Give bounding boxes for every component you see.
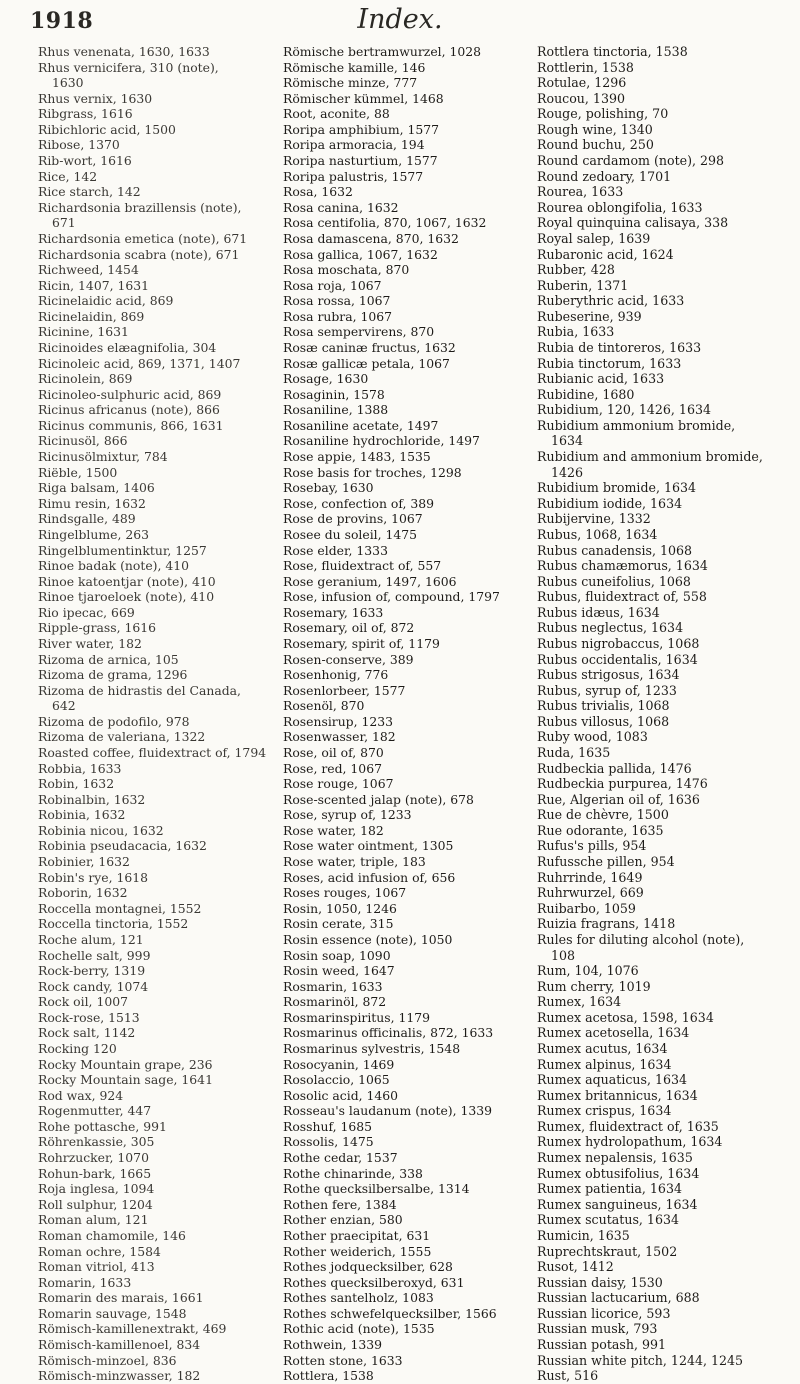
index-entry: 1630 <box>52 75 84 91</box>
index-entry: Riëble, 1500 <box>38 464 118 480</box>
index-entry: Rubianic acid, 1633 <box>537 371 665 387</box>
index-entry: Ripple-grass, 1616 <box>38 620 157 636</box>
index-entry: Rubeserine, 939 <box>537 308 642 324</box>
index-entry: Ruby wood, 1083 <box>537 729 648 745</box>
index-entry: Rubus, fluidextract of, 558 <box>537 589 707 605</box>
index-entry: Römische bertramwurzel, 1028 <box>283 44 482 59</box>
index-entry: Rose elder, 1333 <box>283 542 388 558</box>
index-entry: Rubus canadensis, 1068 <box>537 542 693 558</box>
index-entry: Rinoe badak (note), 410 <box>38 558 190 574</box>
index-entry: Rumex scutatus, 1634 <box>537 1212 679 1228</box>
index-entry: Rubidium iodide, 1634 <box>537 495 683 511</box>
index-entry: Robin, 1632 <box>38 776 115 792</box>
index-entry: Rizoma de podofilo, 978 <box>38 713 190 729</box>
index-entry: River water, 182 <box>38 635 142 651</box>
index-entry: Ribose, 1370 <box>38 137 120 153</box>
index-entry: Ricinusölmixtur, 784 <box>38 449 168 465</box>
index-entry: Roses, acid infusion of, 656 <box>283 869 456 885</box>
index-entry: Roche alum, 121 <box>38 931 144 947</box>
index-entry: Rough wine, 1340 <box>537 121 653 137</box>
index-entry: Rosæ gallicæ petala, 1067 <box>283 355 450 371</box>
index-entry: Rourea, 1633 <box>537 184 624 200</box>
index-entry: Rose rouge, 1067 <box>283 776 394 792</box>
index-entry: Rosenwasser, 182 <box>283 729 396 745</box>
index-entry: Royal salep, 1639 <box>537 230 651 246</box>
index-entry: Rizoma de arnica, 105 <box>38 651 179 667</box>
index-entry: Rohun-bark, 1665 <box>38 1165 152 1181</box>
index-entry: Rosmarinus officinalis, 872, 1633 <box>283 1025 494 1041</box>
index-entry: Ricinus communis, 866, 1631 <box>38 417 224 433</box>
index-entry: Round cardamom (note), 298 <box>537 153 725 169</box>
index-entry: Rumex patientia, 1634 <box>537 1181 682 1197</box>
index-entry: Rosmarinspiritus, 1179 <box>283 1009 431 1025</box>
index-entry: Ribgrass, 1616 <box>38 106 133 122</box>
index-entry: Ruberin, 1371 <box>537 277 629 293</box>
index-entry: Russian lactucarium, 688 <box>537 1290 700 1306</box>
index-entry: Rosa gallica, 1067, 1632 <box>283 246 438 262</box>
index-entry: Rumex sanguineus, 1634 <box>537 1196 698 1212</box>
index-entry: Rizoma de hidrastis del Canada, <box>38 682 241 698</box>
index-entry: 1634 <box>551 433 584 449</box>
index-entry: Rose water, triple, 183 <box>283 854 426 870</box>
index-entry: Rosaniline hydrochloride, 1497 <box>283 433 480 449</box>
index-entry: Röhrenkassie, 305 <box>38 1134 155 1150</box>
index-entry: Ruprechtskraut, 1502 <box>537 1243 678 1259</box>
index-entry: Root, aconite, 88 <box>283 106 390 122</box>
index-entry: Roripa palustris, 1577 <box>283 168 424 184</box>
index-entry: Round zedoary, 1701 <box>537 168 672 184</box>
index-entry: Rother weiderich, 1555 <box>283 1243 432 1259</box>
index-entry: Ringelblumentinktur, 1257 <box>38 542 207 558</box>
index-entry: Rottlerin, 1538 <box>537 59 634 75</box>
index-entry: Rosa sempervirens, 870 <box>283 324 435 340</box>
index-entry: Rochelle salt, 999 <box>38 947 151 963</box>
index-entry: Rubus, syrup of, 1233 <box>537 682 677 698</box>
index-entry: Rubidium bromide, 1634 <box>537 480 697 496</box>
index-entry: Rose, infusion of, compound, 1797 <box>283 589 500 605</box>
index-entry: Richardsonia emetica (note), 671 <box>38 230 248 246</box>
index-entry: Rouge, polishing, 70 <box>537 106 669 122</box>
index-entry: Rindsgalle, 489 <box>38 511 136 527</box>
index-entry: Rosa rubra, 1067 <box>283 308 393 324</box>
index-entry: Rubus occidentalis, 1634 <box>537 651 698 667</box>
index-entry: Robbia, 1633 <box>38 760 122 776</box>
index-entry: Rio ipecac, 669 <box>38 604 135 620</box>
index-entry: Roripa amphibium, 1577 <box>283 121 439 137</box>
index-entry: Roman chamomile, 146 <box>38 1227 186 1243</box>
index-entry: Robinia, 1632 <box>38 807 126 823</box>
index-entry: Roja inglesa, 1094 <box>38 1181 155 1197</box>
index-entry: Rizoma de valeriana, 1322 <box>38 729 206 745</box>
index-entry: Rosseau's laudanum (note), 1339 <box>283 1103 493 1119</box>
index-entry: Romarin sauvage, 1548 <box>38 1305 187 1321</box>
index-entry: Rose basis for troches, 1298 <box>283 464 462 480</box>
index-entry: Rubus strigosus, 1634 <box>537 667 680 683</box>
index-entry: Rosa roja, 1067 <box>283 277 382 293</box>
index-entry: Roccella montagnei, 1552 <box>38 900 202 916</box>
index-entry: Rubus nigrobaccus, 1068 <box>537 635 700 651</box>
index-entry: Rosmarinus sylvestris, 1548 <box>283 1041 461 1056</box>
index-entry: Rosaniline acetate, 1497 <box>283 417 439 433</box>
index-entry: Rumex nepalensis, 1635 <box>537 1150 693 1166</box>
index-entry: Rosolic acid, 1460 <box>283 1087 399 1103</box>
index-entry: Rosocyanin, 1469 <box>283 1056 395 1072</box>
index-entry: Richardsonia scabra (note), 671 <box>38 246 240 262</box>
index-entry: Rosage, 1630 <box>283 371 369 387</box>
index-entry: Rothe cedar, 1537 <box>283 1150 398 1166</box>
index-entry: Rosmarinöl, 872 <box>283 994 387 1010</box>
index-entry: Roripa nasturtium, 1577 <box>283 153 438 169</box>
index-entry: Rumex alpinus, 1634 <box>537 1056 672 1072</box>
index-column-1 <box>38 44 267 1384</box>
index-entry: Robinia nicou, 1632 <box>38 822 164 838</box>
index-entry: Ricinelaidic acid, 869 <box>38 293 174 309</box>
index-entry: Rose-scented jalap (note), 678 <box>283 791 474 807</box>
index-entry: 1426 <box>551 464 584 480</box>
index-entry: Riga balsam, 1406 <box>38 480 155 496</box>
index-entry: Rules for diluting alcohol (note), <box>537 931 745 947</box>
index-entry: Rose geranium, 1497, 1606 <box>283 573 457 589</box>
index-entry: Russian white pitch, 1244, 1245 <box>537 1352 744 1368</box>
index-entry: Rock-rose, 1513 <box>38 1009 140 1025</box>
index-entry: Rosin, 1050, 1246 <box>283 900 397 916</box>
index-entry: Rose, oil of, 870 <box>283 745 384 761</box>
index-entry: Rohe pottasche, 991 <box>38 1118 167 1134</box>
index-entry: Romarin, 1633 <box>38 1274 132 1290</box>
index-entry: Round buchu, 250 <box>537 137 654 153</box>
index-entry: Rubidium and ammonium bromide, <box>537 449 763 465</box>
index-entry: Rosen-conserve, 389 <box>283 651 414 667</box>
index-entry: Rothic acid (note), 1535 <box>283 1321 435 1337</box>
index-entry: Rock-berry, 1319 <box>38 963 146 979</box>
index-entry: Rosemary, spirit of, 1179 <box>283 635 440 651</box>
index-entry: Rubia de tintoreros, 1633 <box>537 339 702 355</box>
index-entry: Rosin weed, 1647 <box>283 963 395 979</box>
index-entry: Rosa rossa, 1067 <box>283 293 391 309</box>
index-entry: Rhus vernicifera, 310 (note), <box>38 59 219 75</box>
index-entry: Rumex acutus, 1634 <box>537 1041 668 1056</box>
index-entry: 671 <box>52 215 76 231</box>
index-entry: Rhus vernix, 1630 <box>38 90 153 106</box>
index-entry: Römische minze, 777 <box>283 75 418 91</box>
index-entry: Rogenmutter, 447 <box>38 1103 152 1119</box>
index-entry: 642 <box>52 698 76 714</box>
running-head-title: Index. <box>357 4 443 35</box>
index-column-2 <box>283 44 513 1384</box>
index-entry: Ruibarbo, 1059 <box>537 900 636 916</box>
index-entry: Rothes quecksilberoxyd, 631 <box>283 1274 465 1290</box>
index-entry: Rose, red, 1067 <box>283 760 382 776</box>
index-entry: Rinoe katoentjar (note), 410 <box>38 573 216 589</box>
index-entry: Russian licorice, 593 <box>537 1305 671 1321</box>
index-entry: Rumex crispus, 1634 <box>537 1103 672 1119</box>
index-entry: Rosenhonig, 776 <box>283 667 389 683</box>
index-entry: Russian daisy, 1530 <box>537 1274 663 1290</box>
index-entry: Rufus's pills, 954 <box>537 838 647 854</box>
index-entry: Rimu resin, 1632 <box>38 495 146 511</box>
index-entry: Rocking 120 <box>38 1041 117 1056</box>
index-entry: Roucou, 1390 <box>537 90 625 106</box>
index-entry: Rock salt, 1142 <box>38 1025 136 1041</box>
index-entry: Robinalbin, 1632 <box>38 791 146 807</box>
index-entry: Royal quinquina calisaya, 338 <box>537 215 729 231</box>
index-entry: Roman alum, 121 <box>38 1212 149 1228</box>
index-entry: Rosolaccio, 1065 <box>283 1072 390 1088</box>
index-entry: Rubidium ammonium bromide, <box>537 417 736 433</box>
page-header <box>0 0 800 40</box>
index-entry: Roll sulphur, 1204 <box>38 1196 153 1212</box>
index-entry: Rubijervine, 1332 <box>537 511 651 527</box>
index-entry: Ruda, 1635 <box>537 745 611 761</box>
index-entry: Rubber, 428 <box>537 262 615 278</box>
index-columns <box>0 44 800 1384</box>
index-entry: Rumex acetosa, 1598, 1634 <box>537 1009 714 1025</box>
index-entry: Rose, syrup of, 1233 <box>283 807 412 823</box>
index-entry: Rose water ointment, 1305 <box>283 838 454 854</box>
index-entry: Rosa, 1632 <box>283 184 353 200</box>
index-entry: Rose water, 182 <box>283 822 384 838</box>
index-entry: Rothen fere, 1384 <box>283 1196 397 1212</box>
index-entry: Rubus chamæmorus, 1634 <box>537 558 708 574</box>
index-entry: Rothwein, 1339 <box>283 1336 383 1352</box>
index-entry: Rue de chèvre, 1500 <box>537 807 669 823</box>
index-entry: Rock candy, 1074 <box>38 978 149 994</box>
index-entry: Robinier, 1632 <box>38 854 130 870</box>
index-entry: Rue, Algerian oil of, 1636 <box>537 791 700 807</box>
index-entry: Rothe chinarinde, 338 <box>283 1165 423 1181</box>
index-entry: Rose de provins, 1067 <box>283 511 423 527</box>
index-entry: Rubus idæus, 1634 <box>537 604 660 620</box>
page-number: 1918 <box>30 8 94 34</box>
index-entry: Ricin, 1407, 1631 <box>38 277 149 293</box>
index-entry: Roripa armoracia, 194 <box>283 137 425 153</box>
index-entry: Rosin soap, 1090 <box>283 947 391 963</box>
index-entry: Rum cherry, 1019 <box>537 978 651 994</box>
index-entry: Rothe quecksilbersalbe, 1314 <box>283 1181 470 1197</box>
index-entry: Rod wax, 924 <box>38 1087 124 1103</box>
index-entry: Römisch-kamillenoel, 834 <box>38 1336 201 1352</box>
index-entry: Rose, confection of, 389 <box>283 495 435 511</box>
index-entry: Rib-wort, 1616 <box>38 153 132 169</box>
index-entry: Rudbeckia purpurea, 1476 <box>537 776 708 792</box>
index-entry: Rothes schwefelquecksilber, 1566 <box>283 1305 497 1321</box>
index-entry: Rum, 104, 1076 <box>537 963 639 979</box>
index-entry: Rubidine, 1680 <box>537 386 635 402</box>
index-entry: Richardsonia brazillensis (note), <box>38 199 242 215</box>
index-entry: Ricinelaidin, 869 <box>38 308 145 324</box>
index-entry: Roccella tinctoria, 1552 <box>38 916 189 932</box>
index-entry: Robin's rye, 1618 <box>38 869 149 885</box>
index-entry: Rosa centifolia, 870, 1067, 1632 <box>283 215 487 231</box>
index-entry: Rice, 142 <box>38 168 98 184</box>
index-entry: Rohrzucker, 1070 <box>38 1150 149 1166</box>
index-entry: Rubus villosus, 1068 <box>537 713 670 729</box>
index-entry: Rocky Mountain grape, 236 <box>38 1056 213 1072</box>
index-entry: Römische kamille, 146 <box>283 59 426 75</box>
index-entry: Rumex acetosella, 1634 <box>537 1025 690 1041</box>
index-entry: Rock oil, 1007 <box>38 994 128 1010</box>
index-entry: Rusot, 1412 <box>537 1259 614 1275</box>
index-entry: Ruhrrinde, 1649 <box>537 869 643 885</box>
index-entry: Robinia pseudacacia, 1632 <box>38 838 207 854</box>
index-entry: Rotulae, 1296 <box>537 75 627 91</box>
index-entry: Rubidium, 120, 1426, 1634 <box>537 402 711 418</box>
index-entry: Rumex obtusifolius, 1634 <box>537 1165 700 1181</box>
index-entry: Römisch-kamillenextrakt, 469 <box>38 1321 227 1337</box>
index-entry: Ricinoides elæagnifolia, 304 <box>38 339 217 355</box>
index-entry: Rourea oblongifolia, 1633 <box>537 199 703 215</box>
index-entry: Rosemary, oil of, 872 <box>283 620 415 636</box>
index-entry: Rosebay, 1630 <box>283 480 374 496</box>
index-entry: Rumex hydrolopathum, 1634 <box>537 1134 723 1150</box>
index-entry: Rufussche pillen, 954 <box>537 854 675 870</box>
index-entry: Roasted coffee, fluidextract of, 1794 <box>38 745 267 761</box>
index-entry: Rubus neglectus, 1634 <box>537 620 684 636</box>
index-entry: Rosa canina, 1632 <box>283 199 399 215</box>
index-entry: Rottlera, 1538 <box>283 1368 374 1384</box>
index-entry: Rosenöl, 870 <box>283 698 365 714</box>
index-entry: Rossolis, 1475 <box>283 1134 374 1150</box>
index-entry: Rubia tinctorum, 1633 <box>537 355 682 371</box>
index-entry: Rubus cuneifolius, 1068 <box>537 573 691 589</box>
index-entry: Rumex britannicus, 1634 <box>537 1087 698 1103</box>
index-entry: Rose, fluidextract of, 557 <box>283 558 442 574</box>
index-entry: Rumex, 1634 <box>537 994 622 1010</box>
index-entry: Rubus trivialis, 1068 <box>537 698 670 714</box>
index-entry: Rosemary, 1633 <box>283 604 384 620</box>
index-entry: Rhus venenata, 1630, 1633 <box>38 44 210 59</box>
index-entry: Rocky Mountain sage, 1641 <box>38 1072 213 1088</box>
index-entry: Ricinoleo-sulphuric acid, 869 <box>38 386 222 402</box>
index-entry: Rother praecipitat, 631 <box>283 1227 431 1243</box>
index-entry: Römischer kümmel, 1468 <box>283 90 444 106</box>
index-entry: Rosmarin, 1633 <box>283 978 383 994</box>
index-entry: Ringelblume, 263 <box>38 526 149 542</box>
index-entry: Ricinolein, 869 <box>38 371 133 387</box>
index-entry: Rubia, 1633 <box>537 324 615 340</box>
index-entry: 108 <box>551 947 576 963</box>
index-entry: Rosa damascena, 870, 1632 <box>283 230 459 246</box>
index-entry: Rose appie, 1483, 1535 <box>283 449 431 465</box>
index-entry: Ruizia fragrans, 1418 <box>537 916 676 932</box>
index-entry: Ruhrwurzel, 669 <box>537 885 644 901</box>
index-entry: Römisch-minzwasser, 182 <box>38 1368 201 1384</box>
index-entry: Roman ochre, 1584 <box>38 1243 161 1259</box>
index-entry: Rust, 516 <box>537 1368 599 1384</box>
index-entry: Rothes jodquecksilber, 628 <box>283 1259 453 1275</box>
index-entry: Russian musk, 793 <box>537 1321 658 1337</box>
index-entry: Rubus, 1068, 1634 <box>537 526 658 542</box>
index-entry: Roman vitriol, 413 <box>38 1259 155 1275</box>
index-entry: Rosin essence (note), 1050 <box>283 931 453 947</box>
index-entry: Richweed, 1454 <box>38 262 139 278</box>
index-entry: Rice starch, 142 <box>38 184 141 200</box>
index-entry: Ricinine, 1631 <box>38 324 129 340</box>
index-entry: Rinoe tjaroeloek (note), 410 <box>38 589 215 605</box>
index-entry: Rizoma de grama, 1296 <box>38 667 188 683</box>
index-entry: Rumex, fluidextract of, 1635 <box>537 1118 719 1134</box>
index-entry: Russian potash, 991 <box>537 1336 666 1352</box>
index-entry: Rosenlorbeer, 1577 <box>283 682 406 698</box>
index-entry: Ricinoleic acid, 869, 1371, 1407 <box>38 355 241 371</box>
index-entry: Rumicin, 1635 <box>537 1227 630 1243</box>
index-entry: Römisch-minzoel, 836 <box>38 1352 177 1368</box>
index-entry: Rosaginin, 1578 <box>283 386 385 402</box>
index-entry: Rottlera tinctoria, 1538 <box>537 44 688 59</box>
index-entry: Ricinus africanus (note), 866 <box>38 402 220 418</box>
index-entry: Ruberythric acid, 1633 <box>537 293 685 309</box>
index-entry: Ribichloric acid, 1500 <box>38 121 176 137</box>
index-entry: Rosshuf, 1685 <box>283 1118 373 1134</box>
index-entry: Roborin, 1632 <box>38 885 128 901</box>
index-entry: Ricinusöl, 866 <box>38 433 128 449</box>
index-entry: Rue odorante, 1635 <box>537 822 664 838</box>
index-entry: Rosee du soleil, 1475 <box>283 526 418 542</box>
index-entry: Rumex aquaticus, 1634 <box>537 1072 688 1088</box>
index-entry: Romarin des marais, 1661 <box>38 1290 204 1306</box>
index-entry: Rosæ caninæ fructus, 1632 <box>283 339 456 355</box>
index-entry: Rosin cerate, 315 <box>283 916 394 932</box>
index-entry: Rubaronic acid, 1624 <box>537 246 674 262</box>
index-entry: Rosaniline, 1388 <box>283 402 389 418</box>
index-entry: Rother enzian, 580 <box>283 1212 403 1228</box>
index-entry: Rosa moschata, 870 <box>283 262 410 278</box>
index-entry: Roses rouges, 1067 <box>283 885 407 901</box>
index-column-3 <box>537 44 795 1384</box>
index-entry: Rudbeckia pallida, 1476 <box>537 760 692 776</box>
index-entry: Rotten stone, 1633 <box>283 1352 403 1368</box>
index-entry: Rothes santelholz, 1083 <box>283 1290 434 1306</box>
index-entry: Rosensirup, 1233 <box>283 713 394 729</box>
